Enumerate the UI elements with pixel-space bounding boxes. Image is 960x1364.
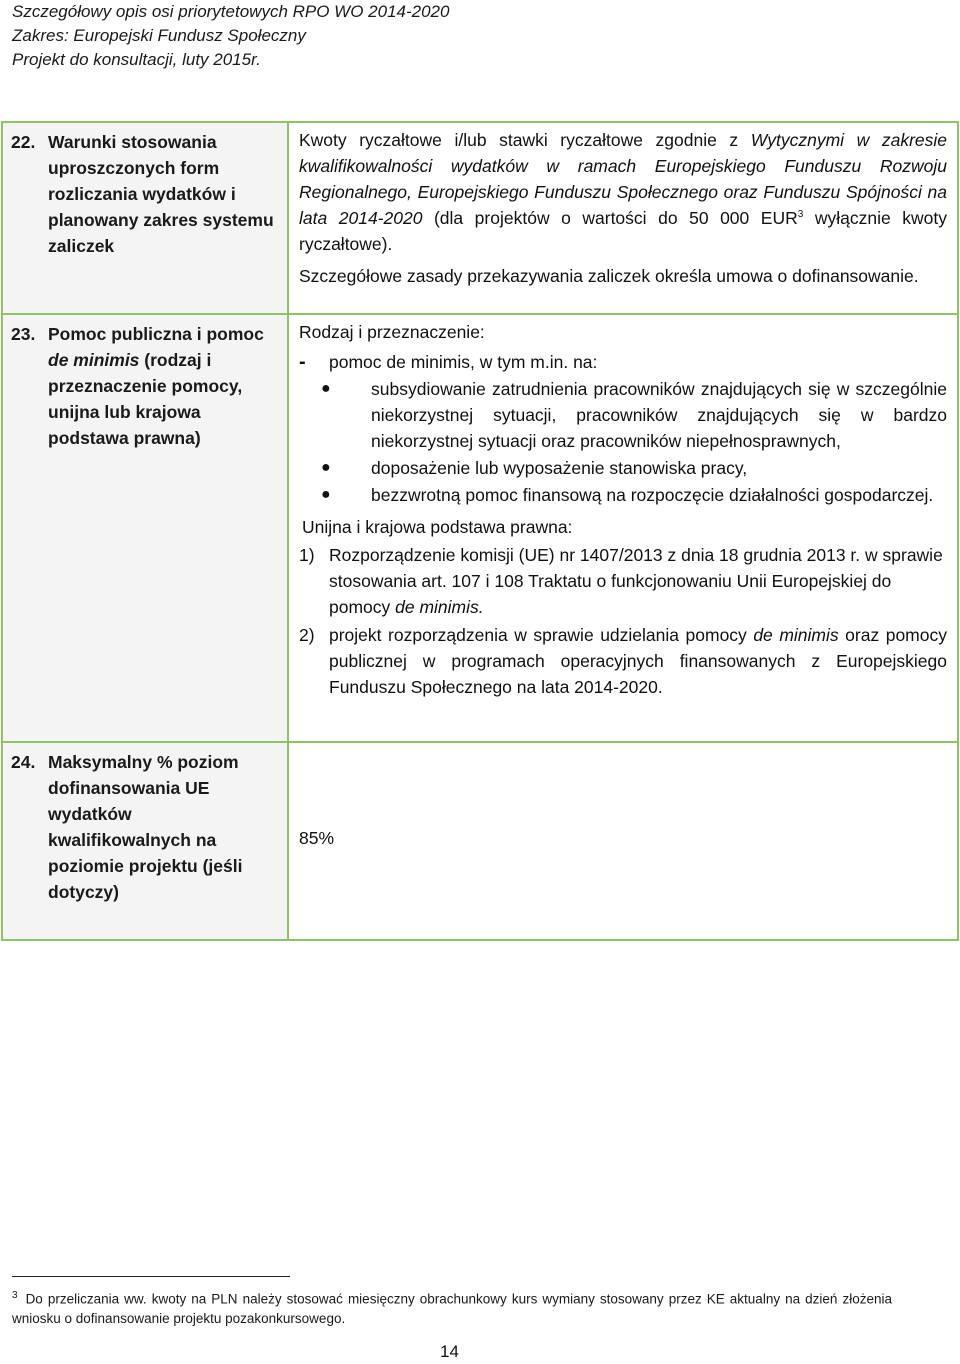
footnote-ref-3: 3 — [797, 209, 804, 221]
list-item — [321, 376, 947, 454]
row-22-text-a: Kwoty ryczałtowe i/lub stawki ryczałtowe zgodnie z — [299, 130, 751, 150]
row-24-content-cell — [288, 742, 958, 940]
footnote-number: 3 — [12, 1290, 18, 1301]
header-scope: Zakres: Europejski Fundusz Społeczny — [12, 26, 306, 45]
row-22-content-cell — [288, 122, 958, 314]
legal1-text: Rozporządzenie komisji (UE) nr 1407/2013 z dnia 18 grudnia 2013 r. w sprawie stosowania art. 107 i 108 Traktatu o funkcjonowaniu Unii Europejskiej do pomocy — [329, 545, 943, 617]
row-23-label-italic: de minimis — [48, 350, 140, 370]
dash-marker: - — [299, 351, 306, 373]
list-item — [321, 482, 947, 508]
table-row-23 — [2, 314, 958, 742]
row-22-text-b: (dla projektów o wartości do 50 000 EUR — [422, 208, 798, 228]
row-24-label-cell — [2, 742, 288, 940]
row-23-label-b: (rodzaj i przeznaczenie pomocy, unijna lub krajowa podstawa prawna) — [48, 350, 243, 448]
legal2-italic: de minimis — [753, 625, 839, 645]
legal-basis-item-2 — [299, 622, 947, 700]
row-22-guidelines-title: Wytycznymi w zakresie kwalifikowalności wydatków w ramach Europejskiego Funduszu Rozwoju Regionalnego, Europejskiego Funduszu Społecznego oraz Funduszu Spójności na lata 2014-2020 — [299, 130, 947, 228]
row-22-paragraph-2: Szczegółowe zasady przekazywania zaliczek określa umowa o dofinansowanie. — [299, 266, 919, 286]
bullet-icon: ● — [321, 380, 331, 397]
page-number: 14 — [440, 1342, 459, 1361]
bullet-icon: ● — [321, 459, 331, 476]
row-23-label — [48, 321, 279, 451]
row-23-label-cell — [2, 314, 288, 742]
list-item — [321, 455, 947, 481]
legal-basis-text-1 — [329, 542, 947, 620]
legal-basis-text-2 — [329, 622, 947, 700]
legal-basis-item-1 — [299, 542, 947, 620]
legal2-text-a: projekt rozporządzenia w sprawie udzielania pomocy — [329, 625, 754, 645]
row-23-number: 23. — [11, 324, 36, 344]
row-23-content-cell — [288, 314, 958, 742]
priority-axis-table — [1, 121, 959, 941]
row-22-label: Warunki stosowania uproszczonych form rozliczania wydatków i planowany zakres systemu zaliczek — [48, 132, 274, 256]
legal2-text-b: oraz pomocy publicznej w programach operacyjnych finansowanych z Europejskiego Funduszu Społecznego na lata 2014-2020. — [329, 625, 947, 697]
table-row-24 — [2, 742, 958, 940]
row-24-label: Maksymalny % poziom dofinansowania UE wydatków kwalifikowalnych na poziomie projektu (jeśli dotyczy) — [48, 752, 243, 902]
footnote-divider — [12, 1276, 290, 1277]
bullet-text-1: subsydiowanie zatrudnienia pracowników znajdujących się w szczególnie niekorzystnej sytuacji, pracowników znajdujących się w bardzo niekorzystnej sytuacji oraz pracowników niepełnosprawnych, — [371, 379, 947, 451]
row-23-label-a: Pomoc publiczna i pomoc — [48, 324, 264, 344]
legal-basis-number-1: 1) — [299, 545, 315, 565]
row-22-label-cell — [2, 122, 288, 314]
legal-basis-heading: Unijna i krajowa podstawa prawna: — [302, 517, 573, 537]
table-row-22 — [2, 122, 958, 314]
row-22-paragraph-1 — [299, 127, 947, 257]
aid-kind-text: pomoc de minimis, w tym m.in. na: — [329, 352, 598, 372]
footnote — [12, 1286, 892, 1328]
header-status: Projekt do konsultacji, luty 2015r. — [12, 50, 261, 69]
row-22-number: 22. — [11, 132, 36, 152]
document-header — [12, 0, 449, 72]
aid-kind-item — [299, 349, 947, 375]
legal-basis-number-2: 2) — [299, 625, 315, 645]
cofinancing-rate: 85% — [299, 828, 335, 848]
aid-kind-heading: Rodzaj i przeznaczenie: — [299, 322, 485, 342]
legal1-italic: de minimis. — [395, 597, 484, 617]
bullet-text-2: doposażenie lub wyposażenie stanowiska pracy, — [371, 458, 748, 478]
row-24-number: 24. — [11, 752, 36, 772]
row-22-text-c: wyłącznie kwoty ryczałtowe). — [299, 208, 947, 254]
header-title: Szczegółowy opis osi priorytetowych RPO WO 2014-2020 — [12, 2, 450, 21]
bullet-text-3: bezzwrotną pomoc finansową na rozpoczęcie działalności gospodarczej. — [371, 485, 934, 505]
footnote-text: Do przeliczania ww. kwoty na PLN należy stosować miesięczny obrachunkowy kurs wymiany stosowany przez KE aktualny na dzień złożenia wniosku o dofinansowanie projektu pozakonkursowego. — [12, 1291, 892, 1326]
bullet-icon: ● — [321, 486, 331, 503]
